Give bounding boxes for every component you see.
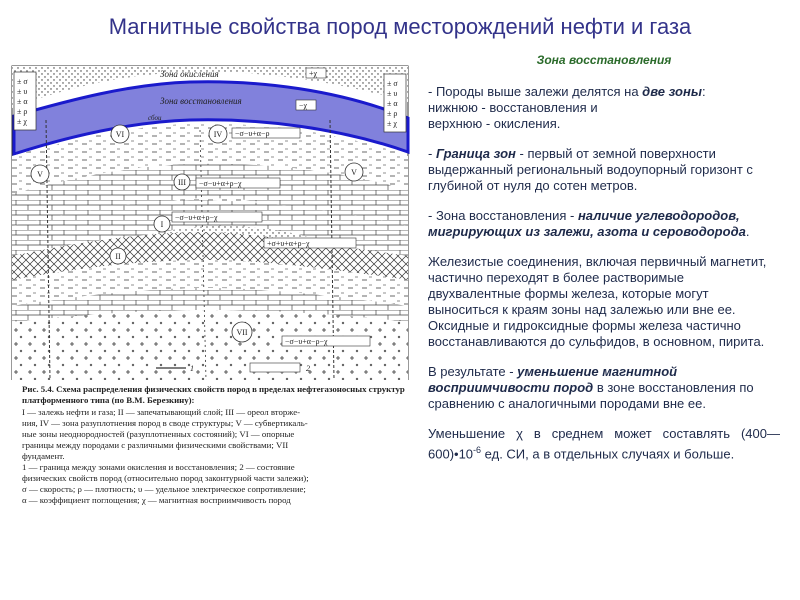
p6-superscript: -6: [473, 445, 482, 455]
p3-period: .: [745, 224, 750, 239]
paragraph-chi-decrease: [428, 426, 780, 462]
side-right-5: ± χ: [387, 119, 397, 128]
geologic-section-svg: [10, 60, 410, 380]
caption-line: ные зоны неоднородностей (разуплотненных состояний); VI — опорные: [22, 429, 295, 439]
p1-lower: нижнюю - восстановления и: [428, 100, 598, 115]
marker-iii: [174, 174, 190, 190]
p6-text: Уменьшение χ в среднем может составлять (400—600)•10: [428, 426, 780, 462]
side-right-4: ± ρ: [387, 109, 398, 118]
caption-line: I — залежь нефти и газа; II — запечатывающий слой; III — ореол вторже-: [22, 407, 301, 417]
formula-label: −σ−υ+α−ρ−χ: [285, 337, 328, 346]
caption-line: ния, IV — зона разуплотнения пород в своде структуры; V — субвертикаль-: [22, 418, 308, 428]
p6-tail: ед. СИ, а в отдельных случаях и больше.: [481, 446, 735, 462]
marker-i: [154, 216, 170, 232]
p2-dash: -: [428, 146, 436, 161]
caption-line: границы между породами с различными физическими свойствами; VII: [22, 440, 289, 450]
marker-v-left: [31, 165, 49, 183]
caption-line: σ — скорость; ρ — плотность; υ — удельное электрическое сопротивление;: [22, 484, 306, 494]
page-title: Магнитные свойства пород месторождений нефти и газа: [108, 14, 692, 39]
formula-label: −σ−υ+α+ρ−χ: [175, 213, 218, 222]
p3-text: - Зона восстановления -: [428, 208, 578, 223]
svg-text:VII: VII: [236, 328, 248, 337]
caption-line: α — коэффициент поглощения; χ — магнитная восприимчивость пород: [22, 495, 291, 505]
paragraph-result: [428, 364, 780, 412]
svg-text:VI: VI: [115, 130, 125, 139]
legend-box-2: [250, 363, 300, 372]
paragraph-iron-compounds: Железистые соединения, включая первичный магнетит, частично переходят в более растворимые двухвалентные формы железа, которые могут выноситься к краям зоны над залежью или вне ее. Оксидные и гидроксидные формы железа частично восстанавливаются до сульфидов, в основном, пирита.: [428, 254, 767, 349]
side-right-1: ± σ: [387, 79, 398, 88]
formula-label: +σ+υ+α+ρ−χ: [267, 239, 310, 248]
zone-heading: Зона восстановления: [536, 53, 672, 67]
svg-text:V: V: [37, 170, 43, 179]
svg-text:V: V: [351, 168, 357, 177]
p1-text: - Породы выше залежи делятся на: [428, 84, 643, 99]
p5-tail: в зоне восстановления по сравнению с аналогичными породами вне ее.: [428, 380, 754, 411]
small-label: сбои: [148, 114, 162, 122]
formula-label: −χ: [299, 101, 308, 110]
marker-v-right: [345, 163, 363, 181]
legend-label-1: 1: [190, 364, 194, 373]
side-left-1: ± σ: [17, 77, 28, 86]
caption-line: фундамент.: [22, 451, 65, 461]
text-column: [428, 52, 780, 476]
side-right-2: ± υ: [387, 89, 398, 98]
caption-heading: Рис. 5.4. Схема распределения физических свойств пород в пределах нефтегазоносных структур платформенного типа (по В.М. Березкину):: [22, 384, 405, 405]
p5-emphasis: уменьшение магнитной восприимчивости пород: [428, 364, 678, 395]
figure-caption: [22, 384, 414, 506]
svg-text:IV: IV: [213, 130, 223, 139]
side-left-4: ± ρ: [17, 107, 28, 116]
side-right-3: ± α: [387, 99, 398, 108]
marker-vi: [111, 125, 129, 143]
p5-text: В результате -: [428, 364, 518, 379]
side-left-5: ± χ: [17, 117, 27, 126]
p3-emphasis: наличие углеводородов, мигрирующих из залежи, азота и сероводорода: [428, 208, 746, 239]
legend-label-2: 2: [306, 364, 310, 373]
p1-emphasis: две зоны: [642, 84, 702, 99]
p1-upper: верхнюю - окисления.: [428, 116, 561, 131]
side-left-3: ± α: [17, 97, 28, 106]
formula-label: −σ−υ+α+ρ−χ: [199, 179, 242, 188]
caption-line: 1 — граница между зонами окисления и восстановления; 2 — состояние: [22, 462, 295, 472]
paragraph-zone-boundary: [428, 146, 780, 194]
side-left-2: ± υ: [17, 87, 28, 96]
svg-text:III: III: [178, 178, 186, 187]
geologic-section-figure: [10, 60, 410, 380]
p1-colon: :: [701, 84, 706, 99]
zone-reduction-label: Зона восстановления: [160, 96, 242, 106]
caption-line: физических свойств пород (относительно пород законтурной части залежи);: [22, 473, 309, 483]
paragraph-reduction-zone: [428, 208, 780, 240]
marker-vii: [232, 322, 252, 342]
zone-oxidation-label: Зона окисления: [160, 69, 219, 79]
svg-text:I: I: [160, 220, 164, 229]
formula-label: −σ−υ+α−ρ: [235, 129, 270, 138]
marker-iv: [209, 125, 227, 143]
svg-text:II: II: [115, 252, 121, 261]
marker-ii: [110, 248, 126, 264]
p2-emphasis: Граница зон: [435, 146, 516, 161]
formula-label: +χ: [309, 69, 318, 78]
paragraph-two-zones: [428, 84, 780, 132]
p2-text: - первый от земной поверхности выдержанный региональный водоупорный горизонт с глубиной от нуля до сотен метров.: [428, 146, 753, 193]
